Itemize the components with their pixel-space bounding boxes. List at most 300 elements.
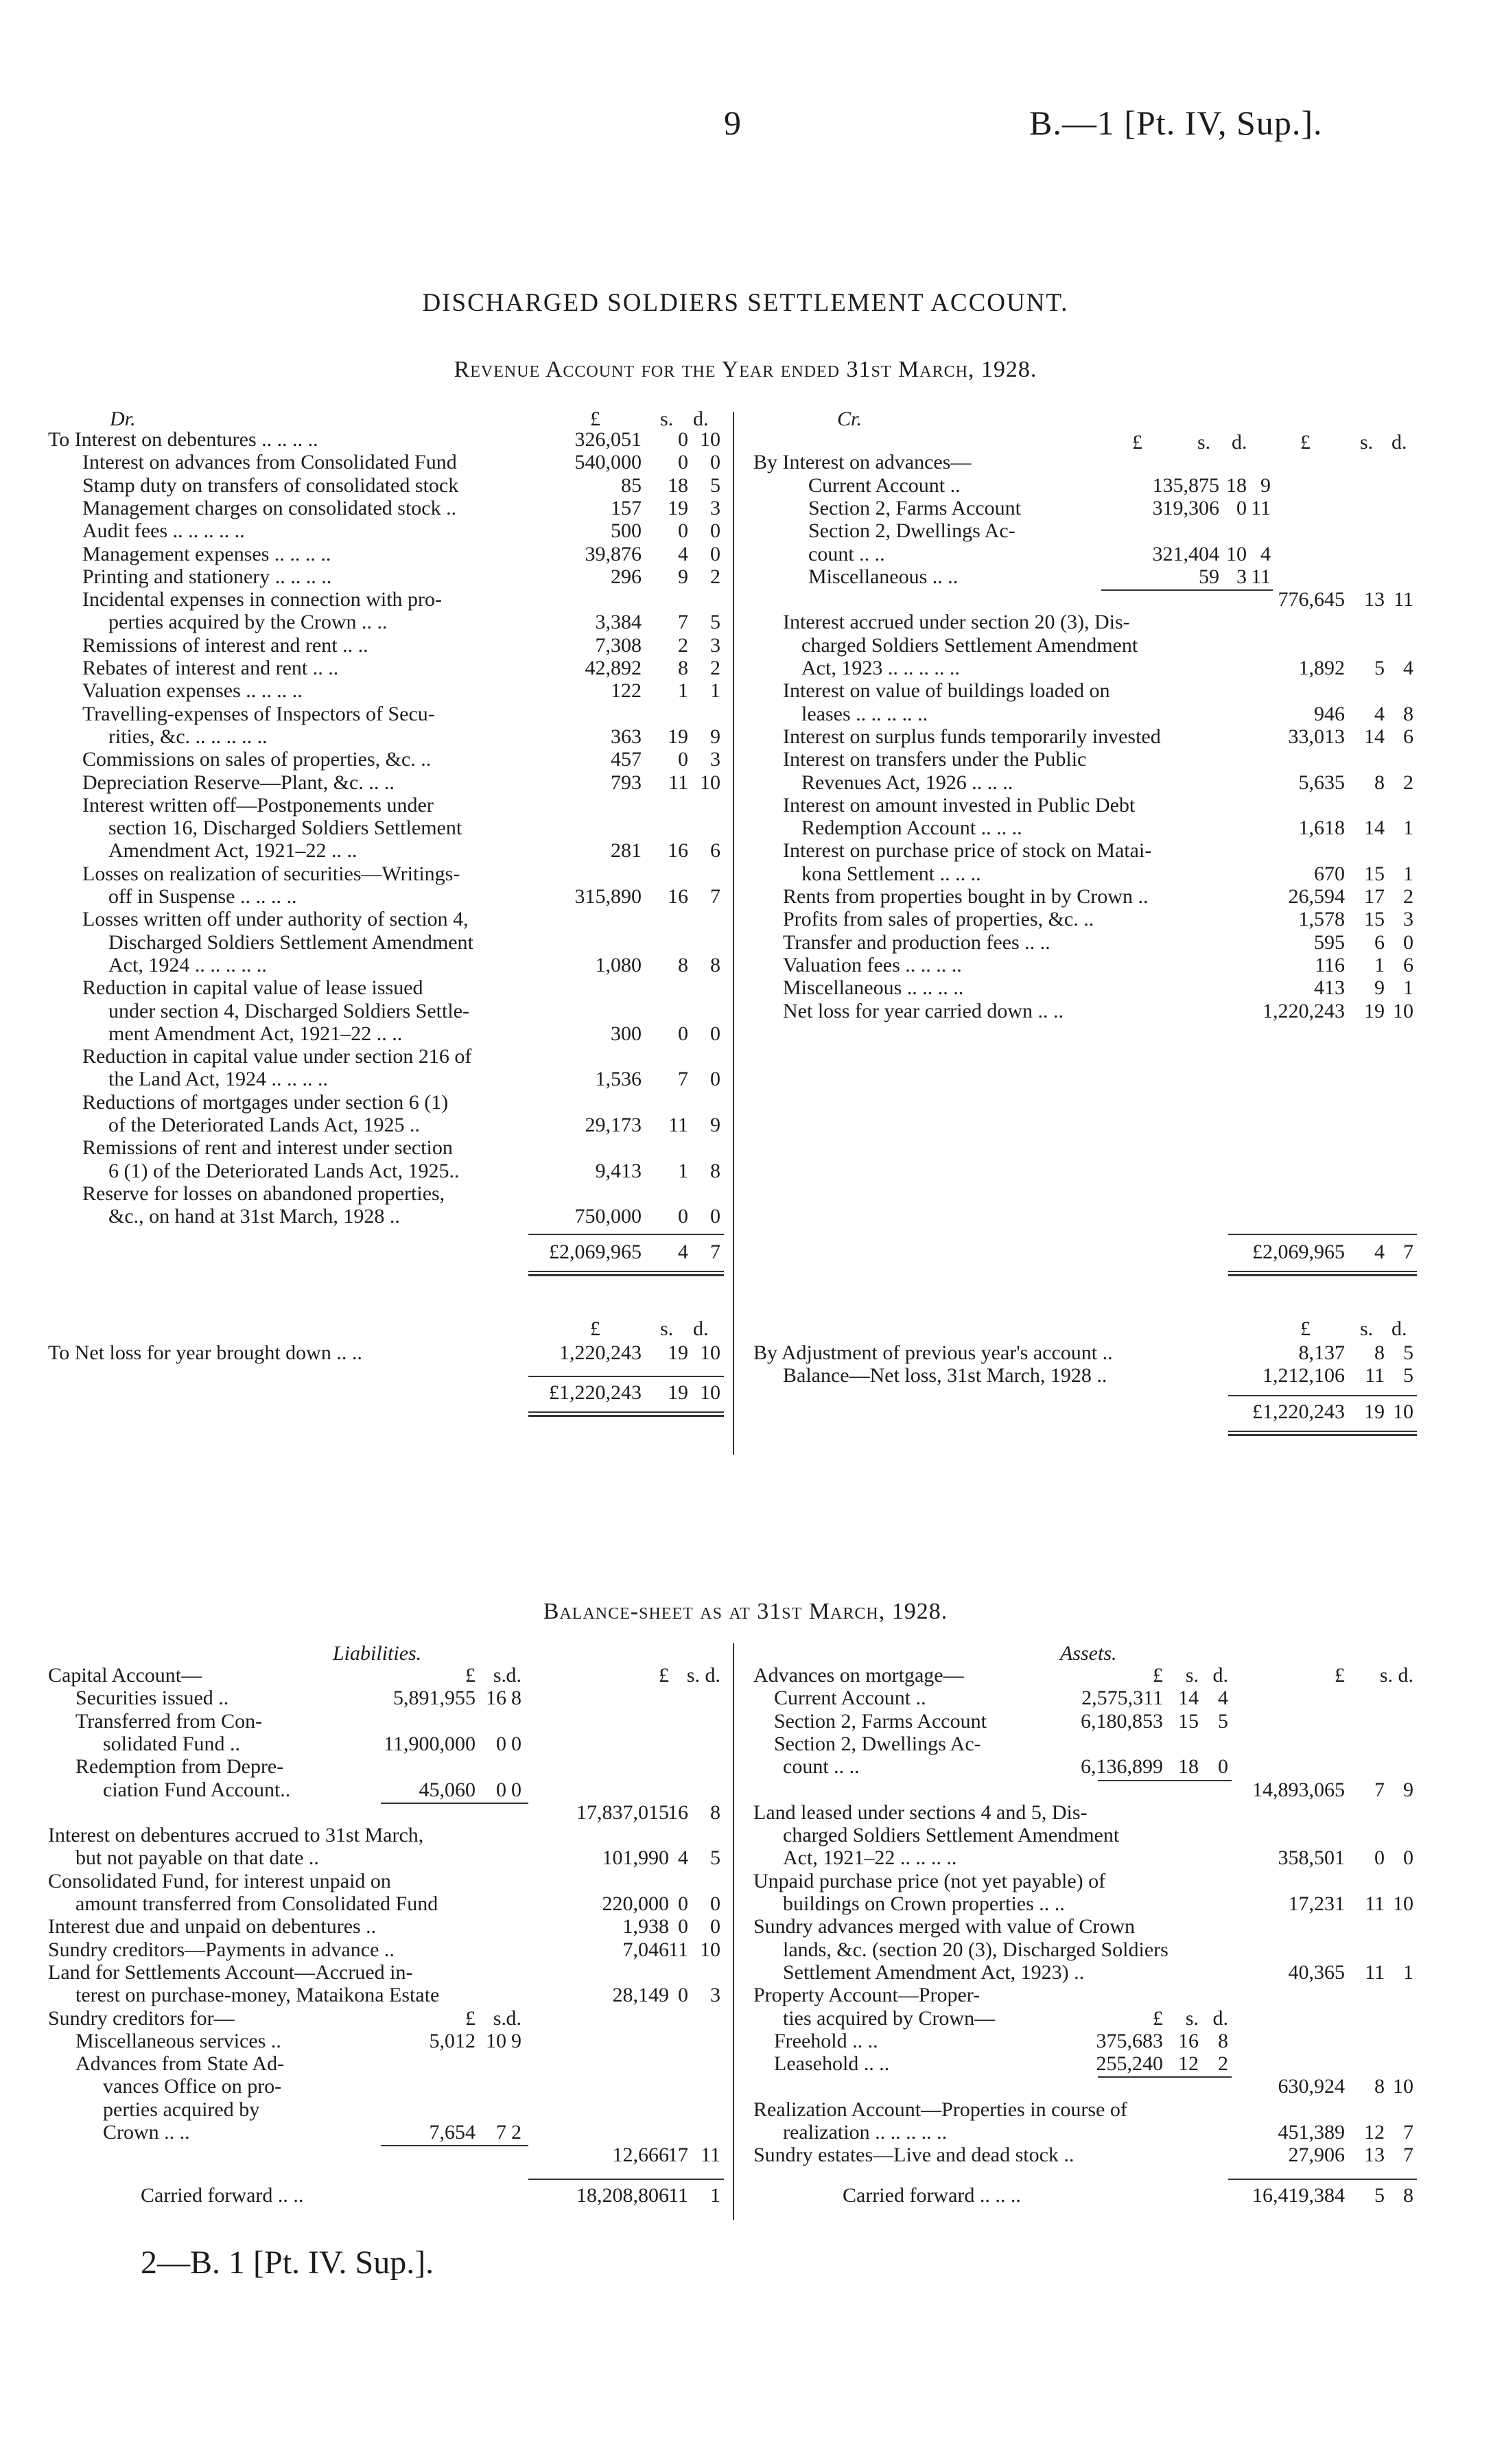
asset-row-pounds: 630,924 xyxy=(1278,2075,1345,2098)
liability-row-shillings: 11 xyxy=(668,1938,688,1961)
cr-row-pence: 11 xyxy=(1394,588,1413,611)
liability-row-pounds: 17,837,015 xyxy=(576,1800,669,1824)
asset-row-label: Advances on mortgage— xyxy=(753,1664,964,1687)
dr-row-label: Rebates of interest and rent .. .. xyxy=(82,657,339,679)
dr-row-pounds: 750,000 xyxy=(574,1205,642,1228)
asset-row-label: Settlement Amendment Act, 1923) .. xyxy=(783,1960,1085,1984)
cr-row-pence: 2 xyxy=(1403,771,1413,794)
liability-row-pounds: 12,666 xyxy=(612,2144,669,2167)
dr-row-pence: 9 xyxy=(710,725,720,748)
cr-row-label: Miscellaneous .. .. xyxy=(808,565,959,588)
dr-total-double-rule xyxy=(528,1271,724,1276)
dr-row-label: Stamp duty on transfers of consolidated stock xyxy=(82,473,459,497)
cr-total-rule xyxy=(1228,1234,1417,1235)
cr-row-pence: 4 xyxy=(1403,657,1413,679)
dr-row-shillings: 11 xyxy=(668,771,688,794)
dr-row-shillings: 0 xyxy=(678,428,688,451)
cr-row-label: Interest on purchase price of stock on Matai- xyxy=(783,839,1152,863)
cr-row-label: Current Account .. xyxy=(808,473,961,497)
liability-row-label: Land for Settlements Account—Accrued in- xyxy=(48,1960,413,1984)
asset-row-pence: 10 xyxy=(1393,1892,1413,1915)
bd-dr-pounds: 1,220,243 xyxy=(559,1341,642,1364)
liability-row-pence: 10 xyxy=(700,1938,720,1961)
dr-row-label: Interest written off—Postponements under xyxy=(82,793,434,817)
asset-row-shillings: 11 xyxy=(1365,1960,1385,1984)
assets-label: Assets. xyxy=(1060,1642,1117,1665)
bd-dr-col-s: s. xyxy=(660,1317,674,1340)
asset-row-label: Section 2, Dwellings Ac- xyxy=(774,1732,981,1755)
cr-row-shillings: 8 xyxy=(1374,771,1385,794)
dr-row-shillings: 0 xyxy=(678,748,688,771)
dr-row-pounds: 7,308 xyxy=(595,633,642,657)
dr-label: Dr. xyxy=(110,408,136,430)
cr-row-label: Interest accrued under section 20 (3), Dis- xyxy=(783,611,1130,634)
asset-row-label: Act, 1921–22 .. .. .. .. xyxy=(783,1846,957,1870)
dr-row-pounds: 363 xyxy=(611,725,642,748)
dr-row-pence: 0 xyxy=(710,1068,720,1091)
dr-row-pounds: 1,536 xyxy=(595,1068,642,1091)
liability-sub-pence: 0 xyxy=(511,1732,521,1755)
dr-row-label: perties acquired by the Crown .. .. xyxy=(108,611,388,634)
cr-sub-pounds: 319,306 xyxy=(1152,496,1219,519)
liability-row-pence: s. d. xyxy=(686,1664,720,1687)
asset-row-label: Sundry advances merged with value of Crown xyxy=(753,1915,1135,1938)
cr-row-pounds: 1,220,243 xyxy=(1263,999,1345,1022)
bd-cr-shillings: 8 xyxy=(1374,1341,1385,1364)
dr-row-shillings: 0 xyxy=(678,451,688,474)
asset-row-label: Leasehold .. .. xyxy=(774,2052,890,2076)
asset-row-shillings: 12 xyxy=(1364,2121,1385,2144)
account-title: DISCHARGED SOLDIERS SETTLEMENT ACCOUNT. xyxy=(422,289,1069,317)
bd-dr-col-pound: £ xyxy=(590,1317,600,1340)
dr-row-pence: 6 xyxy=(710,839,720,863)
asset-row-label: Current Account .. xyxy=(774,1687,926,1710)
bd-dr-col-d: d. xyxy=(693,1317,709,1340)
dr-row-pence: 8 xyxy=(710,953,720,976)
liability-row-label: Securities issued .. xyxy=(75,1687,229,1710)
liability-sub-pounds: 5,012 xyxy=(429,2029,476,2052)
asset-subtotal-rule xyxy=(1098,2076,1232,2078)
cr-row-label: Revenues Act, 1926 .. .. .. xyxy=(801,771,1013,794)
cr-row-shillings: 4 xyxy=(1374,702,1385,725)
asset-sub-pounds: 6,180,853 xyxy=(1081,1709,1163,1733)
asset-sub-pounds: £ xyxy=(1153,1664,1163,1687)
cr-row-shillings: 17 xyxy=(1364,885,1385,908)
asset-cf-pence: 8 xyxy=(1403,2183,1413,2207)
asset-row-shillings: 13 xyxy=(1364,2144,1385,2167)
cr-col-d: d. xyxy=(1392,431,1407,454)
dr-row-pence: 0 xyxy=(710,1022,720,1045)
bd-dr-total-pence: 10 xyxy=(700,1381,720,1404)
asset-row-label: Property Account—Proper- xyxy=(753,1984,981,2007)
dr-row-pounds: 500 xyxy=(611,519,642,543)
cr-row-shillings: 6 xyxy=(1374,930,1385,954)
asset-sub-shillings: 14 xyxy=(1178,1687,1199,1710)
dr-row-label: 6 (1) of the Deteriorated Lands Act, 1925.. xyxy=(108,1159,460,1182)
liabilities-label: Liabilities. xyxy=(333,1642,422,1665)
bd-cr-rule xyxy=(1228,1395,1417,1396)
asset-sub-pounds: 6,136,899 xyxy=(1081,1755,1163,1779)
cr-sub-shillings: 0 xyxy=(1236,496,1247,519)
dr-row-pence: 3 xyxy=(710,496,720,519)
dr-row-pounds: 281 xyxy=(611,839,642,863)
dr-row-shillings: 8 xyxy=(678,657,688,679)
cr-sub-pence: 11 xyxy=(1251,565,1271,588)
liability-row-label: solidated Fund .. xyxy=(103,1732,240,1755)
cr-row-pounds: 5,635 xyxy=(1298,771,1345,794)
dr-row-label: of the Deteriorated Lands Act, 1925 .. xyxy=(108,1114,421,1136)
asset-row-pounds: £ xyxy=(1335,1664,1345,1687)
dr-col-s: s. xyxy=(660,408,674,430)
liability-row-pounds: £ xyxy=(659,1664,669,1687)
liability-row-pence: 5 xyxy=(710,1846,720,1870)
dr-row-pence: 9 xyxy=(710,1114,720,1136)
liability-sub-shillings: 0 xyxy=(496,1732,506,1755)
cr-row-pence: 1 xyxy=(1403,817,1413,840)
dr-row-label: Reserve for losses on abandoned properties, xyxy=(82,1182,445,1205)
revenue-center-rule xyxy=(733,412,734,1455)
dr-row-label: Reduction in capital value of lease issued xyxy=(82,976,423,1000)
liability-row-label: Redemption from Depre- xyxy=(75,1755,284,1779)
dr-row-label: &c., on hand at 31st March, 1928 .. xyxy=(108,1205,400,1228)
liability-row-label: Capital Account— xyxy=(48,1664,202,1687)
liability-row-label: Advances from State Ad- xyxy=(75,2052,285,2076)
dr-row-pounds: 793 xyxy=(611,771,642,794)
liability-sub-pence: 2 xyxy=(511,2121,521,2144)
liability-row-label: vances Office on pro- xyxy=(103,2075,282,2098)
cr-row-label: Valuation fees .. .. .. .. xyxy=(783,953,962,976)
cr-row-label: Interest on surplus funds temporarily invested xyxy=(783,725,1161,748)
liability-row-shillings: 4 xyxy=(678,1846,688,1870)
dr-row-shillings: 19 xyxy=(668,496,688,519)
dr-row-label: off in Suspense .. .. .. .. xyxy=(108,885,297,908)
asset-sub-shillings: s. xyxy=(1185,2006,1199,2030)
asset-row-pence: 10 xyxy=(1393,2075,1413,2098)
cr-row-pounds: 116 xyxy=(1315,953,1345,976)
dr-row-label: Valuation expenses .. .. .. .. xyxy=(82,679,303,703)
liability-row-label: Sundry creditors for— xyxy=(48,2006,235,2030)
dr-row-pounds: 9,413 xyxy=(595,1159,642,1182)
cr-sub-pounds: 135,875 xyxy=(1152,473,1219,497)
liability-row-shillings: 17 xyxy=(668,2144,688,2167)
cr-total-pence: 7 xyxy=(1403,1240,1413,1263)
asset-sub-pounds: £ xyxy=(1153,2006,1163,2030)
bd-cr-label: By Adjustment of previous year's account .. xyxy=(753,1341,1113,1364)
liability-sub-pence: d. xyxy=(506,2006,521,2030)
dr-total-pounds: £2,069,965 xyxy=(549,1240,642,1263)
cr-col-s: s. xyxy=(1360,431,1374,454)
dr-row-shillings: 16 xyxy=(668,885,688,908)
cr-row-pence: 2 xyxy=(1403,885,1413,908)
cr-row-shillings: 15 xyxy=(1364,908,1385,931)
asset-row-shillings: 0 xyxy=(1374,1846,1385,1870)
liability-row-pounds: 28,149 xyxy=(612,1984,669,2007)
dr-row-shillings: 18 xyxy=(668,473,688,497)
asset-row-label: count .. .. xyxy=(783,1755,860,1779)
asset-sub-pence: 8 xyxy=(1218,2029,1228,2052)
asset-sub-pounds: 375,683 xyxy=(1096,2029,1163,2052)
cr-row-pence: 3 xyxy=(1403,908,1413,931)
asset-sub-shillings: 15 xyxy=(1178,1709,1199,1733)
dr-total-pence: 7 xyxy=(710,1240,720,1263)
cr-sub-shillings: 3 xyxy=(1236,565,1247,588)
cr-row-shillings: 14 xyxy=(1364,725,1385,748)
dr-row-pounds: 300 xyxy=(611,1022,642,1045)
dr-row-shillings: 0 xyxy=(678,1022,688,1045)
liability-sub-pence: 8 xyxy=(511,1687,521,1710)
balance-center-rule xyxy=(733,1643,734,2220)
asset-row-label: Freehold .. .. xyxy=(774,2029,878,2052)
cr-row-shillings: 15 xyxy=(1364,862,1385,885)
cr-row-label: Section 2, Farms Account xyxy=(808,496,1021,519)
liability-row-pounds: 1,938 xyxy=(622,1915,669,1938)
liability-subtotal-rule xyxy=(381,2145,528,2146)
dr-row-label: Management charges on consolidated stock .. xyxy=(82,496,457,519)
asset-row-label: realization .. .. .. .. .. xyxy=(783,2121,948,2144)
cr-row-label: Act, 1923 .. .. .. .. .. xyxy=(801,657,960,679)
asset-sub-pence: 2 xyxy=(1218,2052,1228,2076)
liability-row-pence: 0 xyxy=(710,1892,720,1915)
asset-row-shillings: 11 xyxy=(1365,1892,1385,1915)
dr-row-pence: 2 xyxy=(710,657,720,679)
liability-sub-pounds: £ xyxy=(465,2006,476,2030)
dr-row-label: Interest on advances from Consolidated Fund xyxy=(82,451,457,474)
dr-row-pence: 5 xyxy=(710,473,720,497)
asset-sub-pence: 5 xyxy=(1218,1709,1228,1733)
dr-row-pence: 10 xyxy=(700,771,720,794)
liability-sub-pounds: 11,900,000 xyxy=(384,1732,476,1755)
cr-sub-pound: £ xyxy=(1132,431,1142,454)
liability-row-pence: 0 xyxy=(710,1915,720,1938)
liability-row-label: amount transferred from Consolidated Fund xyxy=(75,1892,438,1915)
bd-cr-col-pound: £ xyxy=(1300,1317,1311,1340)
cr-row-pounds: 413 xyxy=(1314,976,1345,1000)
bd-cr-pounds: 1,212,106 xyxy=(1263,1364,1345,1387)
bd-cr-total-pence: 10 xyxy=(1393,1400,1413,1423)
cr-row-label: Rents from properties bought in by Crown .. xyxy=(783,885,1149,908)
revenue-heading: Revenue Account for the Year ended 31st March, 1928. xyxy=(454,357,1037,382)
dr-row-pence: 1 xyxy=(710,679,720,703)
asset-subtotal-rule xyxy=(1098,1780,1232,1781)
liability-cf-pounds: 18,208,806 xyxy=(576,2183,669,2207)
liability-sub-pounds: 5,891,955 xyxy=(393,1687,476,1710)
cr-row-pounds: 26,594 xyxy=(1288,885,1345,908)
page-footer: 2—B. 1 [Pt. IV. Sup.]. xyxy=(141,2244,434,2281)
liability-row-label: terest on purchase-money, Mataikona Estate xyxy=(75,1984,440,2007)
asset-row-label: Realization Account—Properties in course of xyxy=(753,2098,1127,2121)
dr-row-shillings: 0 xyxy=(678,1205,688,1228)
asset-row-label: Sundry estates—Live and dead stock .. xyxy=(753,2144,1075,2167)
dr-row-pounds: 540,000 xyxy=(574,451,642,474)
dr-row-pence: 8 xyxy=(710,1159,720,1182)
cr-row-pence: 8 xyxy=(1403,702,1413,725)
dr-row-pounds: 157 xyxy=(611,496,642,519)
dr-row-label: Audit fees .. .. .. .. .. xyxy=(82,519,245,543)
dr-row-label: Printing and stationery .. .. .. .. xyxy=(82,565,332,588)
asset-row-pounds: 14,893,065 xyxy=(1252,1778,1345,1801)
cr-row-pence: 10 xyxy=(1393,999,1413,1022)
dr-row-shillings: 19 xyxy=(668,725,688,748)
cr-row-shillings: 1 xyxy=(1374,953,1385,976)
liability-row-label: Transferred from Con- xyxy=(75,1709,263,1733)
asset-sub-pounds: 255,240 xyxy=(1096,2052,1163,2076)
dr-row-shillings: 7 xyxy=(678,611,688,634)
liability-row-pounds: 101,990 xyxy=(602,1846,669,1870)
liability-sub-shillings: 16 xyxy=(486,1687,506,1710)
liability-cf-pence: 1 xyxy=(710,2183,720,2207)
dr-row-pence: 0 xyxy=(710,451,720,474)
asset-row-shillings: 8 xyxy=(1374,2075,1385,2098)
asset-row-label: ties acquired by Crown— xyxy=(783,2006,996,2030)
dr-row-label: ment Amendment Act, 1921–22 .. .. xyxy=(108,1022,403,1045)
cr-total-pounds: £2,069,965 xyxy=(1252,1240,1345,1263)
cr-row-pounds: 670 xyxy=(1314,862,1345,885)
asset-row-pence: 0 xyxy=(1403,1846,1413,1870)
asset-row-pence: 7 xyxy=(1403,2144,1413,2167)
balance-heading: Balance-sheet as at 31st March, 1928. xyxy=(543,1599,948,1624)
cr-row-label: count .. .. xyxy=(808,542,885,565)
dr-row-label: Commissions on sales of properties, &c. .. xyxy=(82,748,432,771)
dr-row-shillings: 4 xyxy=(678,542,688,565)
dr-row-pounds: 3,384 xyxy=(595,611,642,634)
cr-row-pounds: 33,013 xyxy=(1288,725,1345,748)
dr-row-label: Management expenses .. .. .. .. xyxy=(82,542,331,565)
cr-row-pounds: 1,618 xyxy=(1298,817,1345,840)
asset-row-label: buildings on Crown properties .. .. xyxy=(783,1892,1065,1915)
bd-dr-total-shillings: 19 xyxy=(668,1381,688,1404)
cr-row-label: Redemption Account .. .. .. xyxy=(801,817,1022,840)
bd-cr-total-shillings: 19 xyxy=(1364,1400,1385,1423)
dr-row-shillings: 16 xyxy=(668,839,688,863)
bd-dr-total-pounds: £1,220,243 xyxy=(549,1381,642,1404)
dr-col-pound: £ xyxy=(590,408,600,430)
dr-row-label: under section 4, Discharged Soldiers Settle- xyxy=(108,999,469,1022)
asset-sub-pence: d. xyxy=(1212,1664,1228,1687)
asset-row-pounds: 17,231 xyxy=(1288,1892,1345,1915)
cr-row-label: Section 2, Dwellings Ac- xyxy=(808,519,1015,543)
liability-subtotal-rule xyxy=(381,1803,528,1804)
cr-row-label: charged Soldiers Settlement Amendment xyxy=(801,633,1138,657)
dr-row-shillings: 0 xyxy=(678,519,688,543)
cr-sub-d: d. xyxy=(1232,431,1247,454)
liability-cf-shillings: 11 xyxy=(668,2183,688,2207)
liability-row-label: ciation Fund Account.. xyxy=(103,1778,291,1801)
cr-row-pence: 1 xyxy=(1403,862,1413,885)
cr-col-pound: £ xyxy=(1300,431,1311,454)
liability-sub-pence: 9 xyxy=(511,2029,521,2052)
cr-total-shillings: 4 xyxy=(1374,1240,1385,1263)
asset-row-label: Unpaid purchase price (not yet payable) of xyxy=(753,1869,1106,1892)
cr-sub-shillings: 10 xyxy=(1226,542,1247,565)
bd-dr-shillings: 19 xyxy=(668,1341,688,1364)
bd-cr-col-s: s. xyxy=(1360,1317,1374,1340)
cr-sub-pounds: 321,404 xyxy=(1152,542,1219,565)
dr-row-pence: 0 xyxy=(710,542,720,565)
cr-row-label: Interest on value of buildings loaded on xyxy=(783,679,1110,703)
cr-row-label: Net loss for year carried down .. .. xyxy=(783,999,1064,1022)
asset-sub-pounds: 2,575,311 xyxy=(1081,1687,1163,1710)
dr-row-label: Losses written off under authority of section 4, xyxy=(82,908,469,931)
dr-row-label: Act, 1924 .. .. .. .. .. xyxy=(108,953,267,976)
document-reference: B.—1 [Pt. IV, Sup.]. xyxy=(1029,104,1323,142)
cr-sub-pence: 11 xyxy=(1251,496,1271,519)
liability-sub-shillings: 7 xyxy=(496,2121,506,2144)
liability-row-shillings: 16 xyxy=(668,1800,688,1824)
dr-row-label: section 16, Discharged Soldiers Settlement xyxy=(108,817,462,840)
dr-row-label: Discharged Soldiers Settlement Amendment xyxy=(108,930,473,954)
asset-row-pounds: 27,906 xyxy=(1288,2144,1345,2167)
asset-sub-pence: 4 xyxy=(1218,1687,1228,1710)
liability-row-label: Crown .. .. xyxy=(103,2121,190,2144)
cr-row-label: Miscellaneous .. .. .. .. xyxy=(783,976,964,1000)
asset-sub-pence: 0 xyxy=(1218,1755,1228,1779)
cr-row-label: kona Settlement .. .. .. xyxy=(801,862,981,885)
asset-row-pence: 9 xyxy=(1403,1778,1413,1801)
cr-row-pounds: 946 xyxy=(1314,702,1345,725)
liability-row-label: Interest on debentures accrued to 31st March, xyxy=(48,1824,424,1847)
dr-row-pounds: 29,173 xyxy=(585,1114,642,1136)
dr-row-label: Remissions of interest and rent .. .. xyxy=(82,633,368,657)
dr-row-label: Incidental expenses in connection with pro- xyxy=(82,588,443,611)
cr-sub-pounds: 59 xyxy=(1199,565,1219,588)
cr-row-pence: 1 xyxy=(1403,976,1413,1000)
cr-row-label: leases .. .. .. .. .. xyxy=(801,702,928,725)
liability-cf-rule xyxy=(528,2179,724,2180)
asset-sub-shillings: s. xyxy=(1185,1664,1199,1687)
cr-row-shillings: 9 xyxy=(1374,976,1385,1000)
asset-cf-shillings: 5 xyxy=(1374,2183,1385,2207)
dr-col-d: d. xyxy=(693,408,709,430)
dr-row-pence: 5 xyxy=(710,611,720,634)
dr-total-shillings: 4 xyxy=(678,1240,688,1263)
dr-row-pounds: 42,892 xyxy=(585,657,642,679)
asset-sub-shillings: 16 xyxy=(1178,2029,1199,2052)
asset-cf-pounds: 16,419,384 xyxy=(1252,2183,1345,2207)
dr-row-shillings: 9 xyxy=(678,565,688,588)
liability-row-label: perties acquired by xyxy=(103,2098,260,2121)
bd-cr-total-pounds: £1,220,243 xyxy=(1252,1400,1345,1423)
bd-dr-label: To Net loss for year brought down .. .. xyxy=(48,1341,362,1364)
liability-row-label: Interest due and unpaid on debentures .. xyxy=(48,1915,377,1938)
cr-row-label: Transfer and production fees .. .. xyxy=(783,930,1050,954)
cr-row-label: Interest on amount invested in Public Debt xyxy=(783,793,1136,817)
cr-row-label: By Interest on advances— xyxy=(753,451,972,474)
cr-row-shillings: 19 xyxy=(1364,999,1385,1022)
dr-row-label: Depreciation Reserve—Plant, &c. .. .. xyxy=(82,771,395,794)
bd-cr-col-d: d. xyxy=(1392,1317,1407,1340)
liability-row-label: Consolidated Fund, for interest unpaid on xyxy=(48,1869,391,1892)
dr-row-pence: 0 xyxy=(710,1205,720,1228)
dr-row-label: rities, &c. .. .. .. .. .. xyxy=(108,725,268,748)
dr-row-label: the Land Act, 1924 .. .. .. .. xyxy=(108,1068,328,1091)
dr-row-label: Reductions of mortgages under section 6 (1) xyxy=(82,1090,449,1114)
cr-sub-pence: 4 xyxy=(1260,542,1271,565)
dr-row-label: Remissions of rent and interest under section xyxy=(82,1136,453,1160)
asset-row-pence: 1 xyxy=(1403,1960,1413,1984)
dr-row-pence: 2 xyxy=(710,565,720,588)
liability-sub-pounds: £ xyxy=(465,1664,476,1687)
asset-sub-shillings: 12 xyxy=(1178,2052,1199,2076)
liability-row-pence: 8 xyxy=(710,1800,720,1824)
liability-row-pence: 3 xyxy=(710,1984,720,2007)
cr-sub-pence: 9 xyxy=(1260,473,1271,497)
dr-row-pounds: 326,051 xyxy=(574,428,642,451)
dr-row-pounds: 122 xyxy=(611,679,642,703)
dr-row-label: Reduction in capital value under section 216 of xyxy=(82,1045,472,1068)
dr-row-pence: 0 xyxy=(710,519,720,543)
asset-row-shillings: 7 xyxy=(1374,1778,1385,1801)
bd-cr-shillings: 11 xyxy=(1365,1364,1385,1387)
